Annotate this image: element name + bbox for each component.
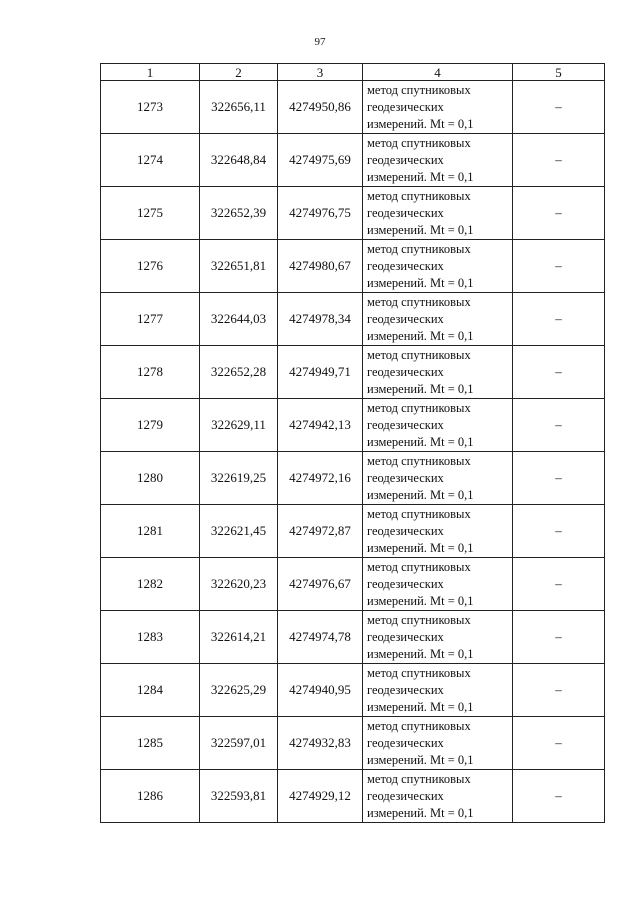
method-text-line: метод спутниковых	[367, 612, 471, 627]
column-5-cell: –	[513, 81, 605, 134]
y-coordinate-cell: 4274949,71	[278, 346, 363, 399]
table-row	[101, 505, 605, 558]
column-5-cell: –	[513, 558, 605, 611]
method-text-line: измерений. Mt = 0,1	[367, 699, 474, 714]
x-coordinate-cell: 322593,81	[200, 770, 278, 823]
method-cell	[363, 240, 513, 293]
method-text-line: измерений. Mt = 0,1	[367, 752, 474, 767]
table-row	[101, 293, 605, 346]
y-coordinate-cell: 4274980,67	[278, 240, 363, 293]
table-row	[101, 346, 605, 399]
method-text-line: геодезических	[367, 364, 444, 379]
point-number-cell: 1281	[101, 505, 200, 558]
method-cell	[363, 399, 513, 452]
y-coordinate-cell: 4274932,83	[278, 717, 363, 770]
header-row	[101, 64, 605, 81]
method-text-line: измерений. Mt = 0,1	[367, 169, 474, 184]
point-number-cell: 1277	[101, 293, 200, 346]
x-coordinate-cell: 322644,03	[200, 293, 278, 346]
method-text-line: измерений. Mt = 0,1	[367, 116, 474, 131]
x-coordinate-cell: 322621,45	[200, 505, 278, 558]
method-text-line: метод спутниковых	[367, 294, 471, 309]
method-text-line: метод спутниковых	[367, 665, 471, 680]
column-5-cell: –	[513, 399, 605, 452]
method-text-line: геодезических	[367, 523, 444, 538]
column-5-cell: –	[513, 240, 605, 293]
method-text-line: измерений. Mt = 0,1	[367, 805, 474, 820]
point-number-cell: 1276	[101, 240, 200, 293]
column-5-cell: –	[513, 611, 605, 664]
point-number-cell: 1279	[101, 399, 200, 452]
method-cell	[363, 81, 513, 134]
column-5-cell: –	[513, 770, 605, 823]
method-text-line: геодезических	[367, 152, 444, 167]
method-text-line: метод спутниковых	[367, 506, 471, 521]
y-coordinate-cell: 4274976,67	[278, 558, 363, 611]
method-cell	[363, 293, 513, 346]
method-text-line: метод спутниковых	[367, 400, 471, 415]
point-number-cell: 1285	[101, 717, 200, 770]
method-text-line: геодезических	[367, 735, 444, 750]
method-text-line: измерений. Mt = 0,1	[367, 646, 474, 661]
table-row	[101, 452, 605, 505]
x-coordinate-cell: 322652,28	[200, 346, 278, 399]
method-cell	[363, 452, 513, 505]
method-text-line: метод спутниковых	[367, 135, 471, 150]
column-5-cell: –	[513, 505, 605, 558]
method-text-line: измерений. Mt = 0,1	[367, 222, 474, 237]
column-header-4: 4	[363, 64, 513, 81]
method-text-line: геодезических	[367, 205, 444, 220]
point-number-cell: 1286	[101, 770, 200, 823]
column-header-2: 2	[200, 64, 278, 81]
point-number-cell: 1273	[101, 81, 200, 134]
table-body	[101, 81, 605, 823]
method-text-line: метод спутниковых	[367, 241, 471, 256]
table-row	[101, 240, 605, 293]
x-coordinate-cell: 322619,25	[200, 452, 278, 505]
column-5-cell: –	[513, 134, 605, 187]
table-row	[101, 187, 605, 240]
method-text-line: геодезических	[367, 629, 444, 644]
method-text-line: геодезических	[367, 470, 444, 485]
point-number-cell: 1275	[101, 187, 200, 240]
point-number-cell: 1278	[101, 346, 200, 399]
method-text-line: измерений. Mt = 0,1	[367, 275, 474, 290]
column-5-cell: –	[513, 717, 605, 770]
point-number-cell: 1274	[101, 134, 200, 187]
method-text-line: метод спутниковых	[367, 188, 471, 203]
y-coordinate-cell: 4274978,34	[278, 293, 363, 346]
y-coordinate-cell: 4274929,12	[278, 770, 363, 823]
method-text-line: метод спутниковых	[367, 771, 471, 786]
method-text-line: измерений. Mt = 0,1	[367, 593, 474, 608]
x-coordinate-cell: 322597,01	[200, 717, 278, 770]
column-5-cell: –	[513, 187, 605, 240]
column-header-3: 3	[278, 64, 363, 81]
y-coordinate-cell: 4274975,69	[278, 134, 363, 187]
column-5-cell: –	[513, 346, 605, 399]
method-text-line: метод спутниковых	[367, 559, 471, 574]
method-cell	[363, 611, 513, 664]
method-cell	[363, 664, 513, 717]
method-text-line: измерений. Mt = 0,1	[367, 434, 474, 449]
y-coordinate-cell: 4274974,78	[278, 611, 363, 664]
method-text-line: измерений. Mt = 0,1	[367, 328, 474, 343]
method-cell	[363, 558, 513, 611]
table-row	[101, 81, 605, 134]
method-text-line: измерений. Mt = 0,1	[367, 381, 474, 396]
y-coordinate-cell: 4274972,16	[278, 452, 363, 505]
method-text-line: геодезических	[367, 682, 444, 697]
table-row	[101, 558, 605, 611]
x-coordinate-cell: 322656,11	[200, 81, 278, 134]
y-coordinate-cell: 4274942,13	[278, 399, 363, 452]
x-coordinate-cell: 322625,29	[200, 664, 278, 717]
table-header	[101, 64, 605, 81]
y-coordinate-cell: 4274976,75	[278, 187, 363, 240]
x-coordinate-cell: 322652,39	[200, 187, 278, 240]
method-text-line: измерений. Mt = 0,1	[367, 487, 474, 502]
table-row	[101, 611, 605, 664]
method-cell	[363, 505, 513, 558]
coordinates-table	[100, 63, 605, 823]
x-coordinate-cell: 322629,11	[200, 399, 278, 452]
column-header-1: 1	[101, 64, 200, 81]
column-5-cell: –	[513, 664, 605, 717]
point-number-cell: 1282	[101, 558, 200, 611]
y-coordinate-cell: 4274972,87	[278, 505, 363, 558]
x-coordinate-cell: 322614,21	[200, 611, 278, 664]
method-cell	[363, 134, 513, 187]
column-5-cell: –	[513, 293, 605, 346]
method-cell	[363, 346, 513, 399]
table-row	[101, 134, 605, 187]
method-text-line: измерений. Mt = 0,1	[367, 540, 474, 555]
method-text-line: геодезических	[367, 99, 444, 114]
method-cell	[363, 717, 513, 770]
method-text-line: метод спутниковых	[367, 718, 471, 733]
table-row	[101, 664, 605, 717]
column-5-cell: –	[513, 452, 605, 505]
point-number-cell: 1280	[101, 452, 200, 505]
method-cell	[363, 187, 513, 240]
method-text-line: геодезических	[367, 258, 444, 273]
x-coordinate-cell: 322648,84	[200, 134, 278, 187]
method-text-line: геодезических	[367, 788, 444, 803]
method-text-line: метод спутниковых	[367, 82, 471, 97]
method-text-line: геодезических	[367, 417, 444, 432]
method-text-line: геодезических	[367, 576, 444, 591]
point-number-cell: 1284	[101, 664, 200, 717]
page-number: 97	[314, 36, 326, 48]
table-row	[101, 399, 605, 452]
method-text-line: метод спутниковых	[367, 453, 471, 468]
y-coordinate-cell: 4274940,95	[278, 664, 363, 717]
method-cell	[363, 770, 513, 823]
y-coordinate-cell: 4274950,86	[278, 81, 363, 134]
method-text-line: метод спутниковых	[367, 347, 471, 362]
column-header-5: 5	[513, 64, 605, 81]
x-coordinate-cell: 322620,23	[200, 558, 278, 611]
table-row	[101, 717, 605, 770]
table-row	[101, 770, 605, 823]
method-text-line: геодезических	[367, 311, 444, 326]
point-number-cell: 1283	[101, 611, 200, 664]
x-coordinate-cell: 322651,81	[200, 240, 278, 293]
